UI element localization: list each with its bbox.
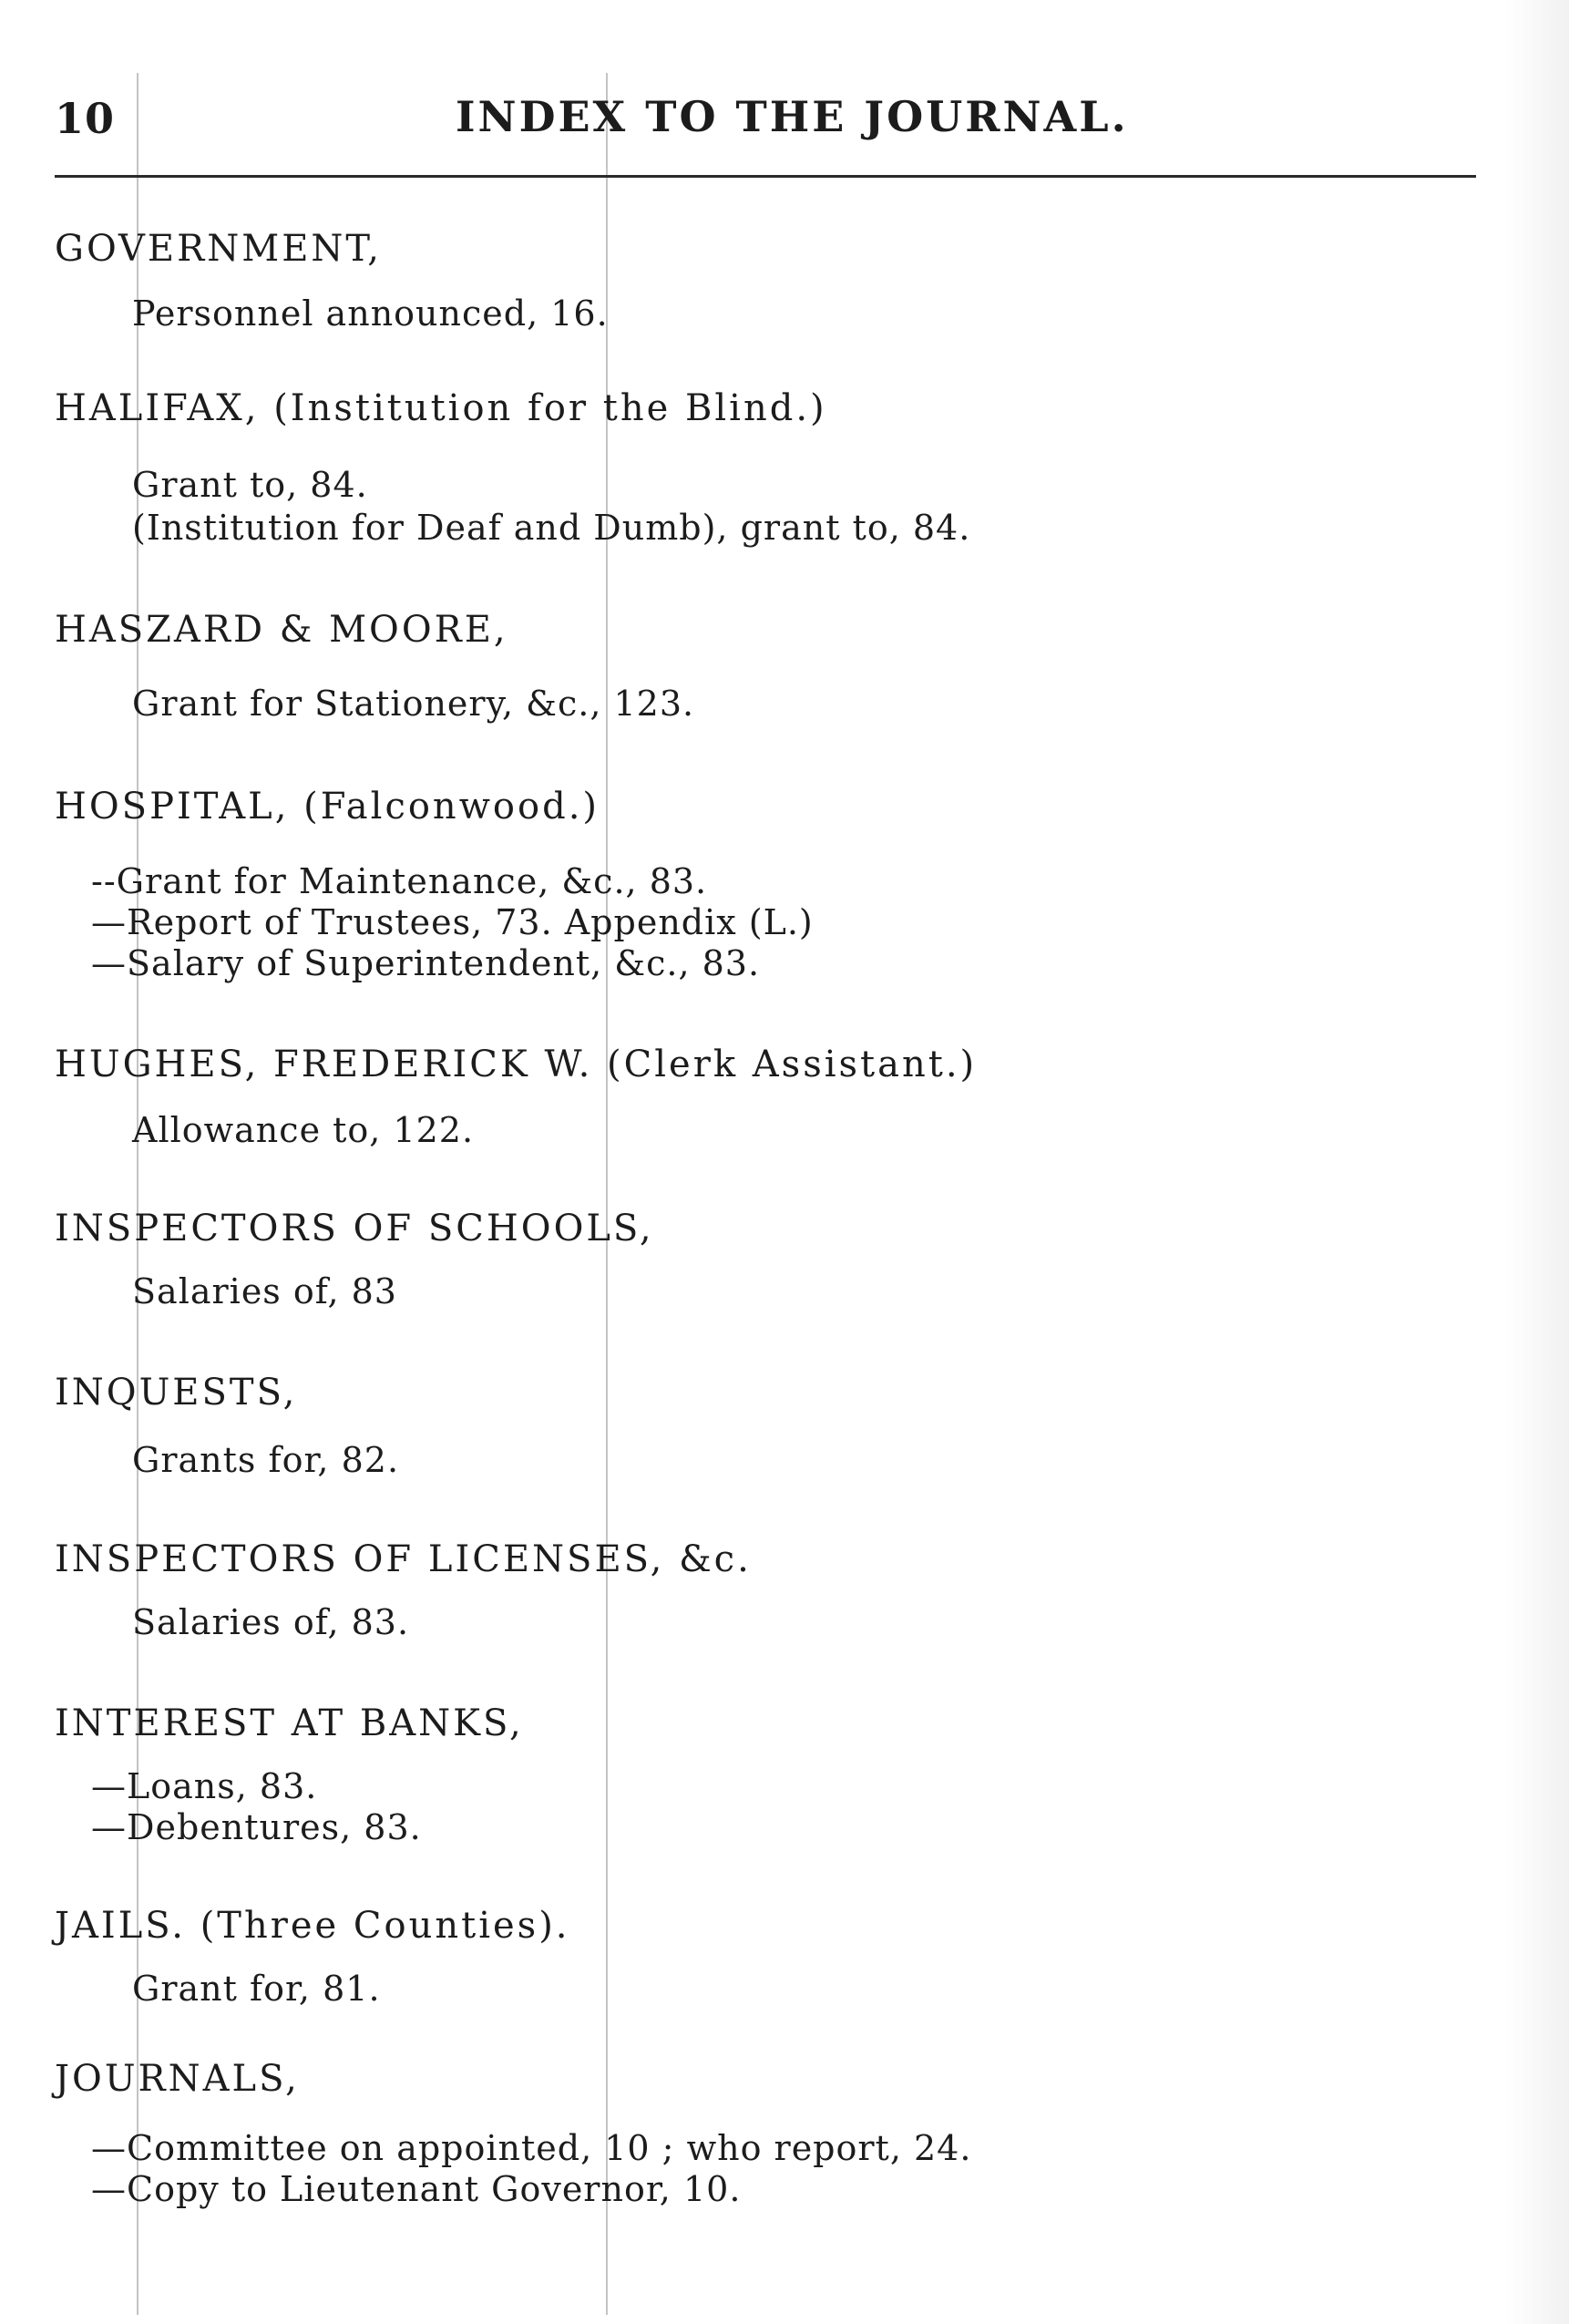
page-edge-shadow <box>1505 0 1569 2324</box>
entry-item: —Committee on appointed, 10 ; who report, 24. <box>91 2128 972 2168</box>
page-header <box>0 87 1569 159</box>
entry-heading: INSPECTORS OF SCHOOLS, <box>55 1208 654 1249</box>
entry-heading: HALIFAX, (Institution for the Blind.) <box>55 387 827 429</box>
entry-item: Personnel announced, 16. <box>132 293 609 334</box>
entry-heading: INTEREST AT BANKS, <box>55 1702 524 1744</box>
entry-item: Salaries of, 83. <box>132 1602 410 1642</box>
page-number: 10 <box>55 94 116 143</box>
entry-item: —Debentures, 83. <box>91 1807 422 1847</box>
entry-item: —Report of Trustees, 73. Appendix (L.) <box>91 902 814 942</box>
entry-item: (Institution for Deaf and Dumb), grant to, 84. <box>132 508 971 548</box>
entry-heading: HOSPITAL, (Falconwood.) <box>55 786 600 828</box>
entry-item: Grant to, 84. <box>132 465 368 505</box>
entry-heading: HASZARD & MOORE, <box>55 609 508 651</box>
entry-item: --Grant for Maintenance, &c., 83. <box>91 861 708 901</box>
header-rule <box>55 175 1476 178</box>
entry-item: Salaries of, 83 <box>132 1271 397 1311</box>
entry-item: Allowance to, 122. <box>132 1110 475 1150</box>
entry-heading: HUGHES, FREDERICK W. (Clerk Assistant.) <box>55 1044 978 1085</box>
entry-item: Grant for Stationery, &c., 123. <box>132 684 695 724</box>
entry-heading: JAILS. (Three Counties). <box>55 1905 570 1947</box>
entry-item: —Loans, 83. <box>91 1766 318 1806</box>
entry-item: Grant for, 81. <box>132 1969 381 2009</box>
entry-heading: INSPECTORS OF LICENSES, &c. <box>55 1538 752 1580</box>
entry-item: Grants for, 82. <box>132 1440 400 1480</box>
entry-heading: GOVERNMENT, <box>55 228 382 270</box>
running-head: INDEX TO THE JOURNAL. <box>456 92 1129 141</box>
entry-item: —Salary of Superintendent, &c., 83. <box>91 943 761 983</box>
entry-heading: INQUESTS, <box>55 1372 298 1414</box>
entry-item: —Copy to Lieutenant Governor, 10. <box>91 2169 742 2209</box>
entry-heading: JOURNALS, <box>55 2058 300 2100</box>
